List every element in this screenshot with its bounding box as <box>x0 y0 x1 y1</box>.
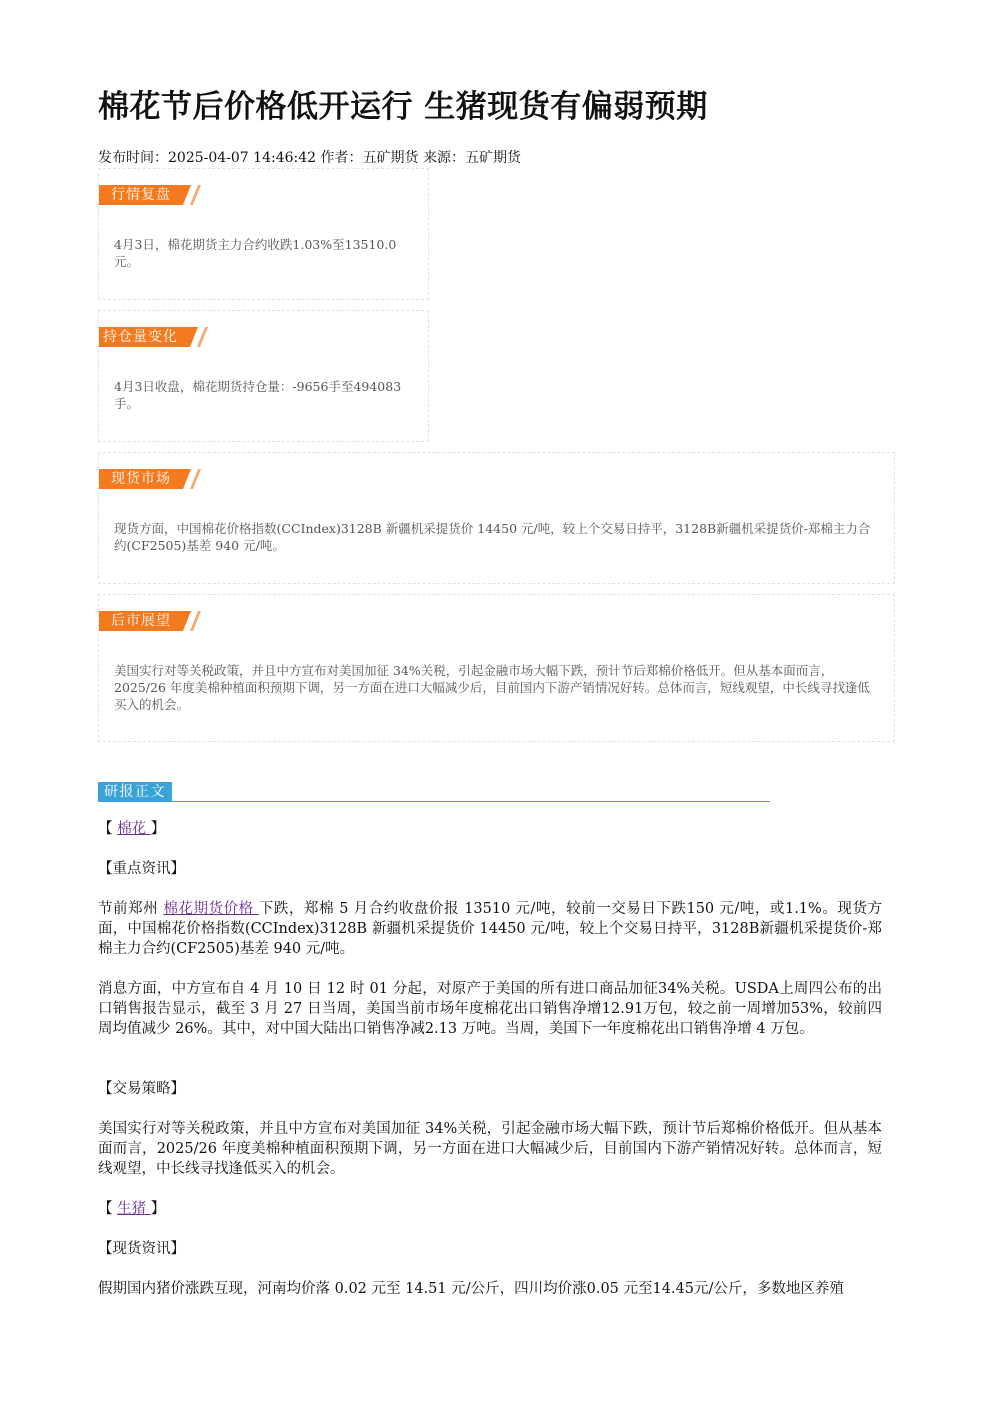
paragraph-text: 节前郑州 <box>98 901 164 917</box>
bracket-open: 【 <box>98 821 118 837</box>
hog-link[interactable]: 生猪 <box>117 1201 151 1217</box>
tag-spot-market: 现货市场 <box>99 469 183 489</box>
card-outlook <box>98 594 895 742</box>
report-section-header <box>98 782 770 804</box>
open-interest-text: 4月3日收盘，棉花期货持仓量：-9656手至494083手。 <box>114 379 402 411</box>
report-tag: 研报正文 <box>98 782 172 802</box>
paragraph-hog-spot: 假期国内猪价涨跌互现，河南均价落 0.02 元至 14.51 元/公斤，四川均价涨0.05 元至14.45元/公斤，多数地区养殖 <box>98 1281 844 1297</box>
card-open-interest <box>98 310 429 442</box>
market-review-text: 4月3日，棉花期货主力合约收跌1.03%至13510.0元。 <box>114 237 397 269</box>
cotton-futures-price-link[interactable]: 棉花期货价格 <box>163 901 259 917</box>
article-meta: 发布时间：2025-04-07 14:46:42 作者：五矿期货 来源：五矿期货 <box>98 150 521 166</box>
report-divider <box>98 801 770 802</box>
tag-open-interest: 持仓量变化 <box>99 327 190 347</box>
outlook-text: 美国实行对等关税政策，并且中方宣布对美国加征 34%关税，引起金融市场大幅下跌，预计节后郑棉价格低开。但从基本面而言，2025/26 年度美棉种植面积预期下调，另一方面在进口大幅减少后，目前国内下游产销情况好转。总体而言，短线观望，中长线寻找逢低买入的机会。 <box>114 663 870 712</box>
paragraph-news: 消息方面，中方宣布自 4 月 10 日 12 时 01 分起，对原产于美国的所有进口商品加征34%关税。USDA上周四公布的出口销售报告显示，截至 3 月 27 日当周，美国当前市场年度棉花出口销售净增12.91万包，较之前一周增加53%，较前四周均值减少 26%。其中，对中国大陆出口销售净减2.13 万吨。当周，美国下一年度棉花出口销售净增 4 万包。 <box>98 981 882 1037</box>
cotton-link[interactable]: 棉花 <box>117 821 151 837</box>
paragraph-strategy: 美国实行对等关税政策，并且中方宣布对美国加征 34%关税，引起金融市场大幅下跌，预计节后郑棉价格低开。但从基本面而言，2025/26 年度美棉种植面积预期下调，另一方面在进口大幅减少后，目前国内下游产销情况好转。总体而言，短线观望，中长线寻找逢低买入的机会。 <box>98 1121 882 1177</box>
tag-market-review: 行情复盘 <box>99 185 183 205</box>
bracket-close: 】 <box>150 1201 166 1217</box>
tag-outlook: 后市展望 <box>99 611 183 631</box>
card-spot-market <box>98 452 895 584</box>
hog-section-heading <box>98 1199 882 1219</box>
card-market-review <box>98 168 429 300</box>
spot-news-heading: 【现货资讯】 <box>98 1241 185 1257</box>
cotton-section-heading <box>98 819 882 839</box>
bracket-open: 【 <box>98 1201 118 1217</box>
paragraph-cotton-prices <box>98 899 882 959</box>
paragraph-text: 下跌，郑棉 5 月合约收盘价报 13510 元/吨，较前一交易日下跌150 元/吨，或1.1%。现货方面，中国棉花价格指数(CCIndex)3128B 新疆机采提货价 14450 元/吨，较上个交易日持平，3128B新疆机采提货价-郑棉主力合约(CF2505)基差 940 元/吨。 <box>98 901 883 957</box>
bracket-close: 】 <box>150 821 166 837</box>
strategy-heading: 【交易策略】 <box>98 1081 185 1097</box>
spot-market-text: 现货方面，中国棉花价格指数(CCIndex)3128B 新疆机采提货价 14450 元/吨，较上个交易日持平，3128B新疆机采提货价-郑棉主力合约(CF2505)基差 940 元/吨。 <box>114 521 871 553</box>
article-title: 棉花节后价格低开运行 生猪现货有偏弱预期 <box>98 89 708 125</box>
key-news-heading: 【重点资讯】 <box>98 861 185 877</box>
